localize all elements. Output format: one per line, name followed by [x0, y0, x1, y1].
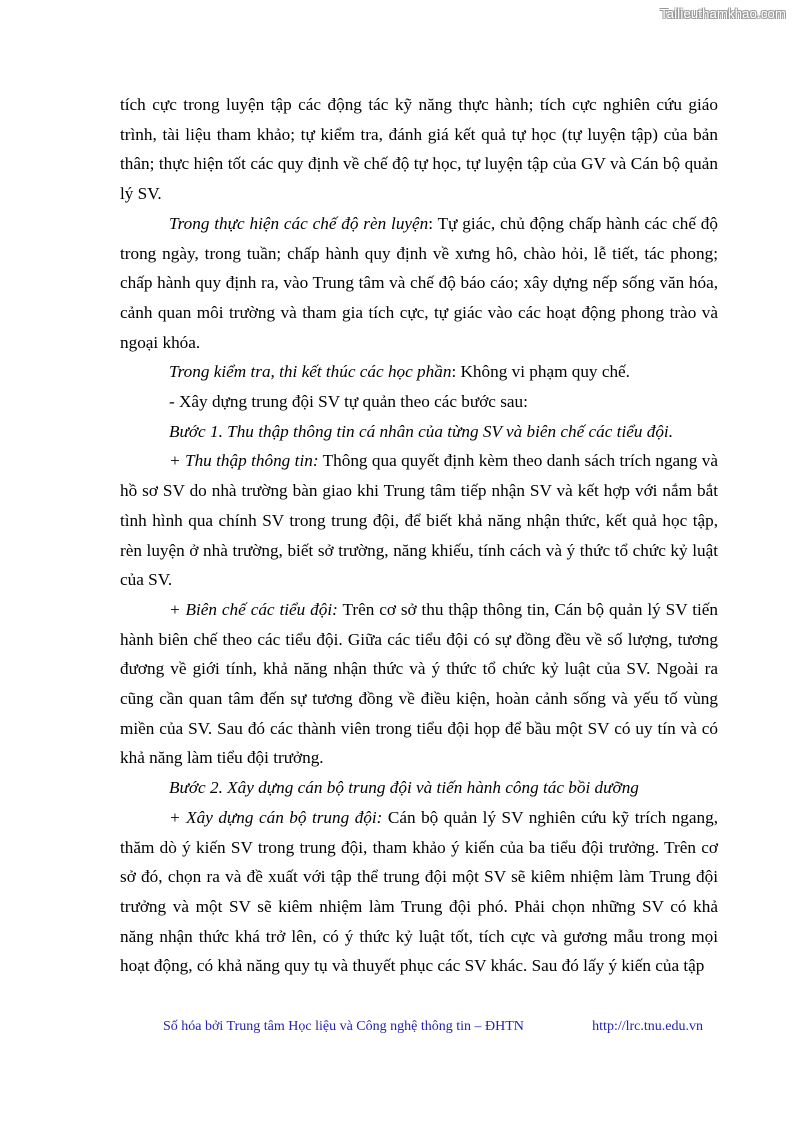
paragraph: - Xây dựng trung đội SV tự quản theo các bước sau: [169, 392, 528, 412]
paragraph [120, 209, 718, 358]
watermark: Tailieuthamkhao.com [660, 6, 786, 21]
paragraph: tích cực trong luyện tập các động tác kỹ năng thực hành; tích cực nghiên cứu giáo trình, tài liệu tham khảo; tự kiểm tra, đánh giá kết quả tự học (tự luyện tập) của bản thân; thực hiện tốt các quy định về chế độ tự học, tự luyện tập của GV và Cán bộ quản lý SV. [120, 95, 718, 204]
paragraph-lead: + Xây dựng cán bộ trung đội: [169, 807, 383, 827]
paragraph [120, 446, 718, 595]
footer-credit: Số hóa bởi Trung tâm Học liệu và Công nghệ thông tin – ĐHTN [163, 1019, 524, 1034]
paragraph [120, 595, 718, 773]
paragraph-lead: + Thu thập thông tin: [169, 451, 319, 471]
step-heading: Bước 2. Xây dựng cán bộ trung đội và tiến hành công tác bồi dưỡng [169, 778, 639, 798]
paragraph [120, 357, 718, 387]
step-heading: Bước 1. Thu thập thông tin cá nhân của từng SV và biên chế các tiểu đội. [169, 421, 673, 441]
paragraph-lead: Trong thực hiện các chế độ rèn luyện [169, 213, 429, 233]
paragraph [120, 803, 718, 981]
paragraph-lead: Trong kiểm tra, thi kết thúc các học phần [169, 362, 452, 382]
paragraph-text: Cán bộ quản lý SV nghiên cứu kỹ trích ngang, thăm dò ý kiến SV trong trung đội, tham khảo ý kiến của ba tiểu đội trưởng. Trên cơ sở đó, chọn ra và đề xuất với tập thể trung đội một SV sẽ kiêm nhiệm làm Trung đội trưởng và một SV sẽ kiêm nhiệm làm Trung đội phó. Phải chọn những SV có khả năng nhận thức khá trở lên, có ý thức kỷ luật tốt, tích cực và gương mẫu trong mọi hoạt động, có khả năng quy tụ và thuyết phục các SV khác. Sau đó lấy ý kiến của tập [120, 807, 718, 976]
paragraph-text: Thông qua quyết định kèm theo danh sách trích ngang và hồ sơ SV do nhà trường bàn giao khi Trung tâm tiếp nhận SV và kết hợp với nắm bắt tình hình qua chính SV trong trung đội, để biết khả năng nhận thức, kết quả học tập, rèn luyện ở nhà trường, biết sở trường, năng khiếu, tính cách và ý thức tổ chức kỷ luật của SV. [120, 451, 718, 590]
page-footer [163, 1019, 703, 1035]
paragraph-text: Trên cơ sở thu thập thông tin, Cán bộ quản lý SV tiến hành biên chế theo các tiểu đội. Giữa các tiểu đội có sự đồng đều về số lượng, tương đương về giới tính, khả năng nhận thức và ý thức tổ chức kỷ luật của SV. Ngoài ra cũng cần quan tâm đến sự tương đồng về điều kiện, hoàn cảnh sống và yếu tố vùng miền của SV. Sau đó các thành viên trong tiểu đội họp để bầu một SV có uy tín và có khả năng làm tiểu đội trưởng. [120, 599, 718, 768]
paragraph-lead: + Biên chế các tiểu đội: [169, 599, 338, 619]
paragraph-text: : Tự giác, chủ động chấp hành các chế độ trong ngày, trong tuần; chấp hành quy định về xưng hô, chào hỏi, lễ tiết, tác phong; chấp hành quy định ra, vào Trung tâm và chế độ báo cáo; xây dựng nếp sống văn hóa, cảnh quan môi trường và tham gia tích cực, tự giác vào các hoạt động phong trào và ngoại khóa. [120, 213, 718, 352]
footer-link[interactable]: http://lrc.tnu.edu.vn [592, 1019, 703, 1034]
document-body [120, 90, 718, 981]
paragraph-text: : Không vi phạm quy chế. [451, 362, 630, 382]
